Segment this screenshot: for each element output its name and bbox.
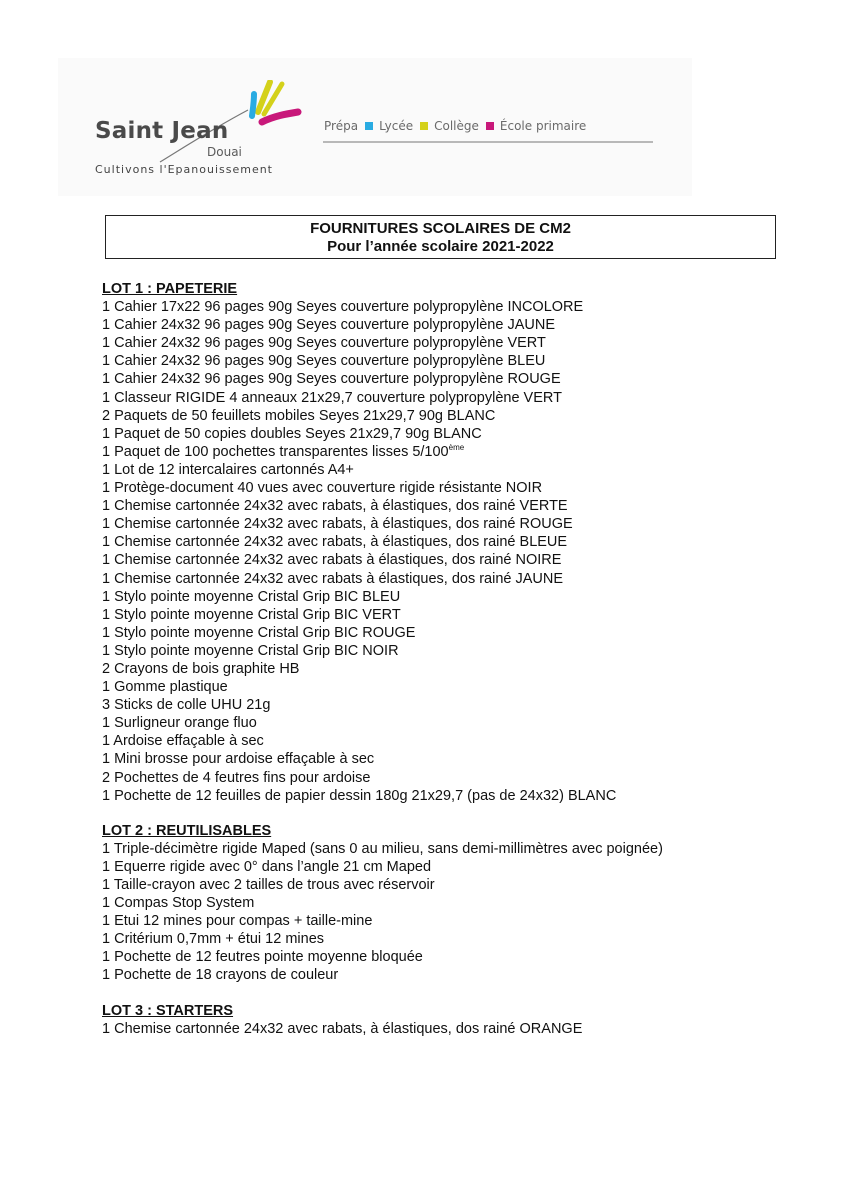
supply-item <box>102 840 822 858</box>
supply-item-text: 1 Stylo pointe moyenne Cristal Grip BIC NOIR <box>102 642 399 659</box>
supply-item-text: 1 Paquet de 100 pochettes transparentes lisses 5/100 <box>102 443 449 460</box>
lot-title: LOT 2 : REUTILISABLES <box>102 822 272 839</box>
supply-item-text: 2 Crayons de bois graphite HB <box>102 660 300 677</box>
supply-item <box>102 606 822 624</box>
supply-item-text: 2 Pochettes de 4 feutres fins pour ardoise <box>102 769 371 786</box>
supply-item-text: 1 Mini brosse pour ardoise effaçable à sec <box>102 751 375 768</box>
supplies-list <box>102 280 822 1038</box>
supply-item <box>102 479 822 497</box>
supply-item <box>102 298 822 316</box>
lot-title: LOT 3 : STARTERS <box>102 1002 234 1019</box>
supply-item <box>102 769 822 787</box>
level-prepa: Prépa <box>324 119 359 133</box>
supply-item <box>102 316 822 334</box>
supply-item <box>102 894 822 912</box>
supply-item-text: 1 Chemise cartonnée 24x32 avec rabats à élastiques, dos rainé NOIRE <box>102 552 562 569</box>
supply-item-text: 1 Cahier 24x32 96 pages 90g Seyes couverture polypropylène VERT <box>102 335 546 352</box>
supply-item <box>102 876 822 894</box>
lot-section <box>102 822 822 985</box>
supply-item <box>102 370 822 388</box>
school-name: Saint Jean <box>95 118 229 144</box>
document-subtitle: Pour l’année scolaire 2021-2022 <box>327 238 554 255</box>
supply-item-text: 1 Cahier 17x22 96 pages 90g Seyes couverture polypropylène INCOLORE <box>102 299 584 316</box>
school-levels <box>324 119 586 133</box>
supply-item <box>102 389 822 407</box>
supply-item-text: 1 Taille-crayon avec 2 tailles de trous avec réservoir <box>102 877 435 893</box>
supply-item-text: 1 Lot de 12 intercalaires cartonnés A4+ <box>102 461 354 478</box>
supply-item <box>102 732 822 750</box>
document-title: FOURNITURES SCOLAIRES DE CM2 <box>310 220 571 237</box>
supply-item <box>102 858 822 876</box>
school-city: Douai <box>207 145 242 159</box>
supply-item-text: 1 Compas Stop System <box>102 895 255 912</box>
level-college: Collège <box>434 119 479 133</box>
supply-item-text: 1 Stylo pointe moyenne Cristal Grip BIC VERT <box>102 606 401 623</box>
supply-item <box>102 912 822 930</box>
supply-item-text: 1 Cahier 24x32 96 pages 90g Seyes couverture polypropylène JAUNE <box>102 317 555 334</box>
supply-item-text: 1 Cahier 24x32 96 pages 90g Seyes couverture polypropylène BLEU <box>102 353 546 370</box>
supply-item <box>102 678 822 696</box>
supply-item <box>102 696 822 714</box>
supply-item <box>102 948 822 966</box>
supply-item <box>102 515 822 533</box>
level-square-icon <box>486 122 494 130</box>
supply-item <box>102 787 822 805</box>
supply-item <box>102 714 822 732</box>
supply-item-text: 1 Gomme plastique <box>102 679 228 696</box>
supply-item-text: 1 Paquet de 50 copies doubles Seyes 21x29,7 90g BLANC <box>102 425 482 442</box>
section-spacer <box>102 805 822 822</box>
supply-item-text: 2 Paquets de 50 feuillets mobiles Seyes 21x29,7 90g BLANC <box>102 407 496 424</box>
supply-item <box>102 425 822 443</box>
supply-item-text: 1 Protège-document 40 vues avec couverture rigide résistante NOIR <box>102 480 543 497</box>
supply-item-text: 1 Chemise cartonnée 24x32 avec rabats, à élastiques, dos rainé VERTE <box>102 498 568 515</box>
level-square-icon <box>365 122 373 130</box>
section-spacer <box>102 985 822 1002</box>
supply-item-text: 1 Critérium 0,7mm + étui 12 mines <box>102 931 325 948</box>
supply-item <box>102 966 822 984</box>
level-square-icon <box>420 122 428 130</box>
supply-item-text: 1 Equerre rigide avec 0° dans l’angle 21 cm Maped <box>102 858 432 875</box>
supply-item <box>102 497 822 515</box>
supply-item-text: 1 Surligneur orange fluo <box>102 715 257 732</box>
supply-item-text: 1 Ardoise effaçable à sec <box>102 733 264 750</box>
supply-item-text: 1 Chemise cartonnée 24x32 avec rabats, à élastiques, dos rainé ROUGE <box>102 516 573 533</box>
lot-title: LOT 1 : PAPETERIE <box>102 281 238 297</box>
supply-item <box>102 551 822 569</box>
school-tagline: Cultivons l'Epanouissement <box>95 163 273 176</box>
supply-item <box>102 461 822 479</box>
supply-item-text: 1 Pochette de 12 feuilles de papier dessin 180g 21x29,7 (pas de 24x32) BLANC <box>102 787 617 804</box>
supply-item-superscript: ème <box>448 442 465 452</box>
level-lycee: Lycée <box>379 119 414 133</box>
supply-item <box>102 570 822 588</box>
supply-item-text: 1 Pochette de 18 crayons de couleur <box>102 967 339 984</box>
lot-section <box>102 1002 822 1038</box>
letterhead <box>58 58 692 196</box>
supply-item-text: 1 Stylo pointe moyenne Cristal Grip BIC BLEU <box>102 588 401 605</box>
supply-item-text: 1 Triple-décimètre rigide Maped (sans 0 au milieu, sans demi-millimètres avec poignée) <box>102 840 663 857</box>
supply-item <box>102 624 822 642</box>
supply-item-text: 1 Pochette de 12 feutres pointe moyenne bloquée <box>102 949 423 966</box>
level-ecole-primaire: École primaire <box>499 119 587 133</box>
supply-item <box>102 443 822 461</box>
document-title-box <box>105 215 776 259</box>
supply-item-text: 1 Chemise cartonnée 24x32 avec rabats, à élastiques, dos rainé BLEUE <box>102 534 568 551</box>
supply-item-text: 1 Chemise cartonnée 24x32 avec rabats, à élastiques, dos rainé ORANGE <box>102 1020 583 1037</box>
supply-item <box>102 334 822 352</box>
lot-section <box>102 280 822 805</box>
supply-item-text: 3 Sticks de colle UHU 21g <box>102 697 271 714</box>
supply-item <box>102 660 822 678</box>
supply-item <box>102 930 822 948</box>
supply-item <box>102 750 822 768</box>
levels-divider <box>323 141 653 143</box>
supply-item <box>102 533 822 551</box>
supply-item <box>102 407 822 425</box>
supply-item-text: 1 Cahier 24x32 96 pages 90g Seyes couverture polypropylène ROUGE <box>102 371 561 388</box>
supply-item <box>102 1020 822 1038</box>
supply-item-text: 1 Classeur RIGIDE 4 anneaux 21x29,7 couverture polypropylène VERT <box>102 389 562 406</box>
supply-item-text: 1 Chemise cartonnée 24x32 avec rabats à élastiques, dos rainé JAUNE <box>102 570 564 587</box>
supply-item <box>102 588 822 606</box>
supply-item <box>102 352 822 370</box>
supply-item-text: 1 Etui 12 mines pour compas + taille-mine <box>102 913 373 930</box>
supply-item-text: 1 Stylo pointe moyenne Cristal Grip BIC ROUGE <box>102 624 416 641</box>
supply-item <box>102 642 822 660</box>
